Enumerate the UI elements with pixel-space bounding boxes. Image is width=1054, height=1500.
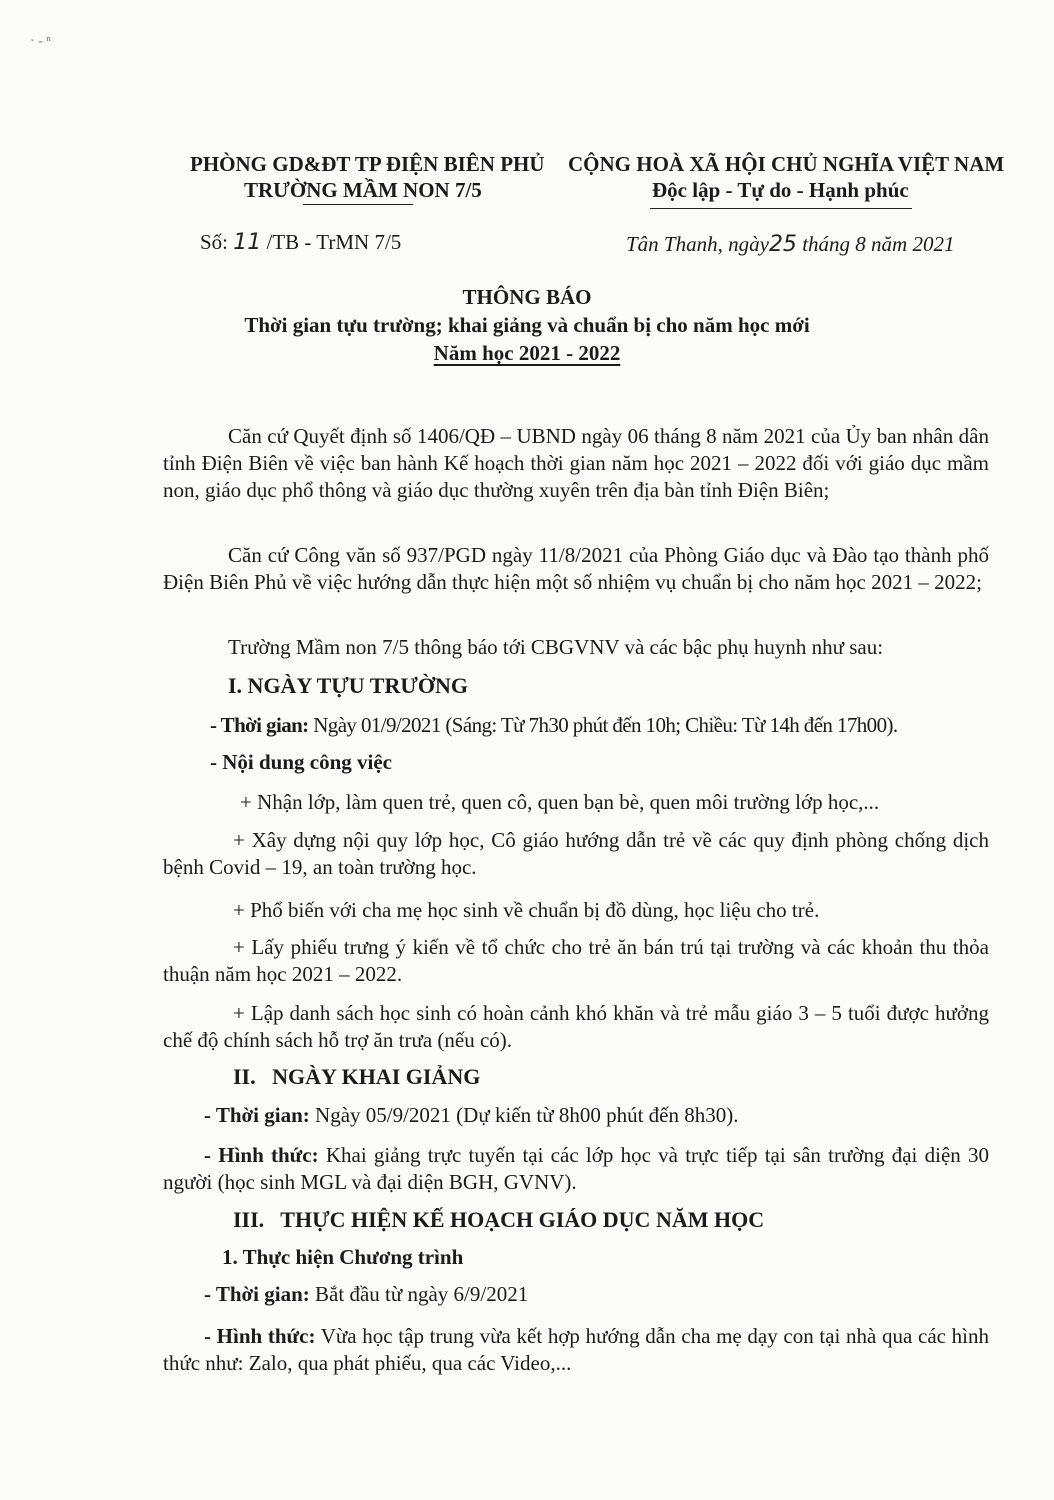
so-number: 11 (233, 230, 262, 255)
section-1-time (210, 713, 898, 738)
list-item: + Xây dựng nội quy lớp học, Cô giáo hướng dẫn trẻ về các quy định phòng chống dịch bệnh Covid – 19, an toàn trường học. (163, 828, 989, 879)
section-2-form (163, 1142, 989, 1196)
document-number (200, 230, 401, 255)
school-year-text: Năm học 2021 - 2022 (433, 341, 621, 365)
section-2-heading: II. NGÀY KHAI GIẢNG (233, 1064, 481, 1089)
section-3-form (163, 1323, 989, 1377)
school-name: TRƯỜNG MẦM NON 7/5 (244, 178, 482, 202)
place-date-suffix: tháng 8 năm 2021 (796, 232, 955, 256)
place-date-prefix: Tân Thanh, ngày (626, 232, 769, 256)
section-1-time-label: - Thời gian: (210, 713, 309, 737)
section-1-heading: I. NGÀY TỰU TRƯỜNG (228, 673, 468, 698)
scan-speck: · - ⁿ (30, 34, 51, 49)
national-title: CỘNG HOÀ XÃ HỘI CHỦ NGHĨA VIỆT NAM (568, 152, 1005, 176)
section-1-content-heading: - Nội dung công việc (210, 750, 393, 774)
section-1-time-value: Ngày 01/9/2021 (Sáng: Từ 7h30 phút đến 10h; Chiều: Từ 14h đến 17h00). (308, 713, 898, 737)
list-item: + Phổ biến với cha mẹ học sinh về chuẩn bị đồ dùng, học liệu cho trẻ. (233, 898, 820, 922)
section-2-time-label: - Thời gian: (204, 1103, 310, 1127)
section-2-time (204, 1103, 739, 1128)
section-2-form-label: - Hình thức: (204, 1143, 319, 1167)
notice-title: THÔNG BÁO (462, 285, 592, 309)
section-3-form-value: Vừa học tập trung vừa kết hợp hướng dẫn cha mẹ dạy con tại nhà qua các hình thức như: Zalo, qua phát phiếu, qua các Video,... (163, 1324, 990, 1375)
so-prefix: Số: (200, 230, 229, 254)
section-3-time-value: Bắt đầu từ ngày 6/9/2021 (309, 1282, 529, 1306)
date-day: 25 (768, 232, 797, 257)
list-item: + Lập danh sách học sinh có hoàn cảnh khó khăn và trẻ mẫu giáo 3 – 5 tuổi được hưởng chế độ chính sách hỗ trợ ăn trưa (nếu có). (163, 1001, 989, 1052)
section-3-heading: III. THỰC HIỆN KẾ HOẠCH GIÁO DỤC NĂM HỌC (233, 1207, 765, 1232)
so-suffix: /TB - TrMN 7/5 (266, 230, 402, 254)
school-year (0, 341, 1054, 366)
section-3-form-label: - Hình thức: (204, 1324, 316, 1348)
basis-paragraph-2: Căn cứ Công văn số 937/PGD ngày 11/8/2021 của Phòng Giáo dục và Đào tạo thành phố Điện Biên Phủ về việc hướng dẫn thực hiện một số nhiệm vụ chuẩn bị cho năm học 2021 – 2022; (163, 543, 989, 594)
agency-name: PHÒNG GD&ĐT TP ĐIỆN BIÊN PHỦ (190, 152, 545, 176)
section-3-time (204, 1282, 528, 1307)
place-date (626, 232, 954, 257)
school-underline (303, 204, 413, 205)
section-3-subheading: 1. Thực hiện Chương trình (222, 1245, 464, 1269)
basis-paragraph-1: Căn cứ Quyết định số 1406/QĐ – UBND ngày 06 tháng 8 năm 2021 của Ủy ban nhân dân tỉnh Điện Biên về việc ban hành Kế hoạch thời gian năm học 2021 – 2022 đối với giáo dục mầm non, giáo dục phổ thông và giáo dục thường xuyên trên địa bàn tỉnh Điện Biên; (163, 424, 989, 502)
motto-underline (650, 208, 912, 209)
list-item: + Nhận lớp, làm quen trẻ, quen cô, quen bạn bè, quen môi trường lớp học,... (240, 790, 880, 814)
section-2-form-value: Khai giảng trực tuyến tại các lớp học và trực tiếp tại sân trường đại diện 30 người (học sinh MGL và đại diện BGH, GVNV). (163, 1143, 989, 1194)
section-2-time-value: Ngày 05/9/2021 (Dự kiến từ 8h00 phút đến 8h30). (309, 1103, 739, 1127)
national-motto: Độc lập - Tự do - Hạnh phúc (652, 178, 909, 202)
announcement-intro: Trường Mầm non 7/5 thông báo tới CBGVNV và các bậc phụ huynh như sau: (228, 635, 884, 659)
list-item: + Lấy phiếu trưng ý kiến về tổ chức cho trẻ ăn bán trú tại trường và các khoản thu thỏa thuận năm học 2021 – 2022. (163, 935, 989, 986)
section-3-time-label: - Thời gian: (204, 1282, 310, 1306)
notice-subtitle: Thời gian tựu trường; khai giảng và chuẩn bị cho năm học mới (244, 313, 810, 337)
